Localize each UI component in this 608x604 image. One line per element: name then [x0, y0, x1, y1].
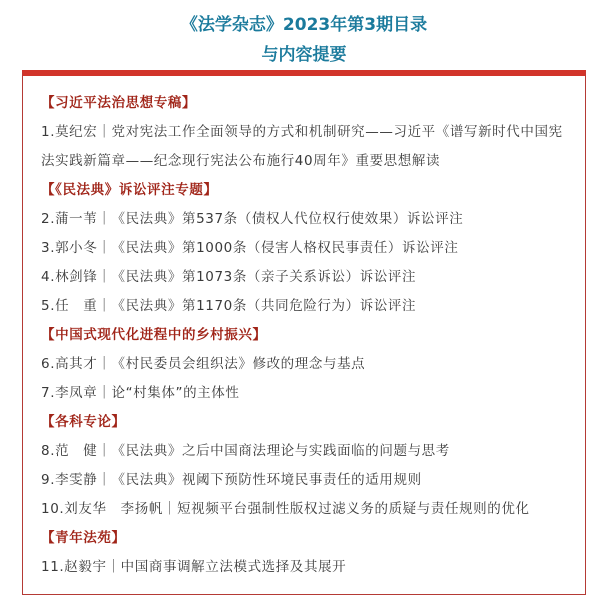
page-subtitle: 与内容提要	[261, 45, 347, 65]
section-heading: 【各科专论】	[41, 414, 126, 430]
section-heading: 【中国式现代化进程中的乡村振兴】	[41, 327, 267, 343]
toc-content	[41, 89, 575, 582]
section-heading: 【习近平法治思想专稿】	[41, 95, 197, 111]
article-item[interactable]: 8.范 健｜《民法典》之后中国商法理论与实践面临的问题与思考	[41, 443, 450, 459]
article-item[interactable]: 6.高其才｜《村民委员会组织法》修改的理念与基点	[41, 356, 366, 372]
section-heading: 【青年法苑】	[41, 530, 126, 546]
article-item[interactable]: 4.林剑锋｜《民法典》第1073条（亲子关系诉讼）诉讼评注	[41, 269, 417, 285]
article-item[interactable]: 2.蒲一苇｜《民法典》第537条（债权人代位权行使效果）诉讼评注	[41, 211, 464, 227]
article-item[interactable]: 3.郭小冬｜《民法典》第1000条（侵害人格权民事责任）诉讼评注	[41, 240, 459, 256]
article-item[interactable]: 11.赵毅宇｜中国商事调解立法模式选择及其展开	[41, 559, 347, 575]
table-of-contents-box	[22, 70, 586, 595]
article-item[interactable]: 7.李凤章｜论“村集体”的主体性	[41, 385, 240, 401]
section-heading: 【《民法典》诉讼评注专题】	[41, 182, 218, 198]
page-title: 《法学杂志》2023年第3期目录	[180, 15, 428, 35]
article-item[interactable]: 9.李雯静｜《民法典》视阈下预防性环境民事责任的适用规则	[41, 472, 422, 488]
article-item[interactable]: 5.任 重｜《民法典》第1170条（共同危险行为）诉讼评注	[41, 298, 417, 314]
article-item[interactable]: 10.刘友华 李扬帆｜短视频平台强制性版权过滤义务的质疑与责任规则的优化	[41, 501, 530, 517]
article-item[interactable]: 1.莫纪宏｜党对宪法工作全面领导的方式和机制研究——习近平《谱写新时代中国宪法实践新篇章——纪念现行宪法公布施行40周年》重要思想解读	[41, 124, 563, 169]
